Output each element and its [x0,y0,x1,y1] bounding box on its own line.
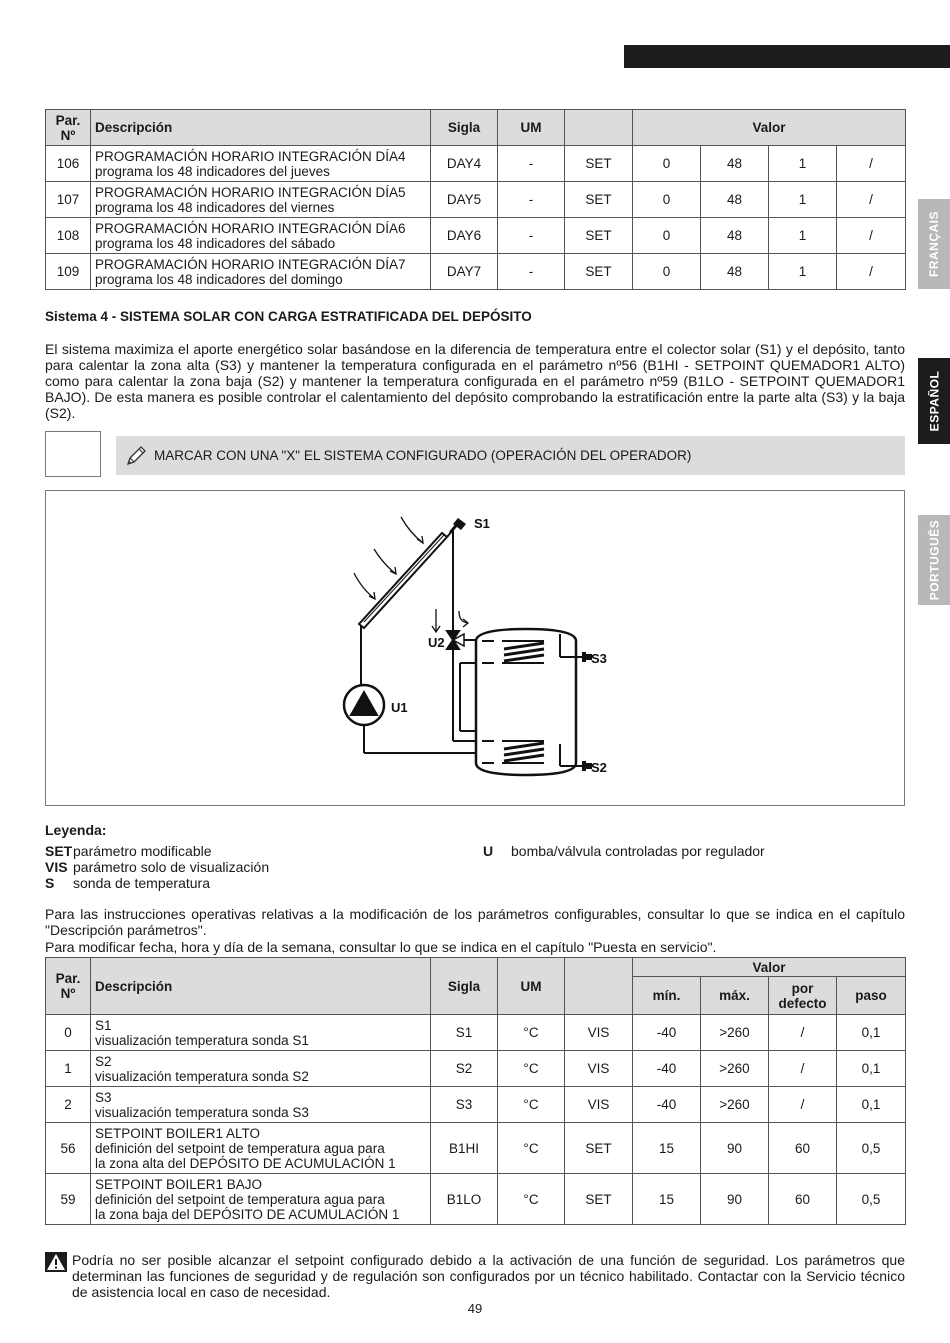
cell-um: - [498,146,565,182]
cell-desc: SETPOINT BOILER1 BAJO definición del setpoint de temperatura agua para la zona baja del DEPÓSITO DE ACUMULACIÓN 1 [91,1174,431,1225]
cell-max: 90 [701,1123,769,1174]
cell-min: -40 [633,1015,701,1051]
cell-par: 2 [46,1087,91,1123]
cell-min: -40 [633,1087,701,1123]
legend-item: VIS parámetro solo de visualización [45,859,270,875]
header-default: por defecto [769,977,837,1015]
cell-type: SET [565,218,633,254]
cell-value: 1 [769,182,837,218]
legend-item: SETparámetro modificable [45,843,212,859]
header-valor: Valor [633,110,906,146]
cell-desc: S1 visualización temperatura sonda S1 [91,1015,431,1051]
cell-sigla: S1 [431,1015,498,1051]
language-tab-fr[interactable]: FRANÇAIS [918,199,950,289]
parameter-table-days [45,109,906,290]
cell-value: 0 [633,182,701,218]
system-description: El sistema maximiza el aporte energético solar basándose en la diferencia de temperatura entre el colector solar (S1) y el depósito, tanto para calentar la zona alta (S3) y mantener la temperatura configurada en el parámetro nº56 (B1HI - SETPOINT QUEMADOR1 ALTO) como para calentar la zona baja (S2) y mantener la temperatura configurada en el parámetro nº59 (B1LO - SETPOINT QUEMADOR1 BAJO). De esta manera es posible controlar el calentamiento del depósito comprobando la estratificación entre la parte alta (S3) y la baja (S2). [45,341,905,421]
language-tab-es[interactable]: ESPAÑOL [918,358,950,444]
parameter-table-setpoints [45,957,906,1225]
header-type [565,110,633,146]
cell-par: 108 [46,218,91,254]
cell-paso: 0,1 [837,1087,906,1123]
cell-paso: 0,5 [837,1174,906,1225]
header-par: Par. Nº [46,110,91,146]
cell-par: 56 [46,1123,91,1174]
table-row [46,182,906,218]
cell-value: 48 [701,254,769,290]
warning-text: Podría no ser posible alcanzar el setpoint configurado debido a la activación de una función de seguridad. Los parámetros que determinan las funciones de seguridad y de regulación son configurados por un técnico habilitado. Contactar con la Servicio técnico de asistencia local en caso de necesidad. [72,1252,905,1300]
cell-max: >260 [701,1051,769,1087]
header-bar [624,45,950,68]
cell-type: VIS [565,1087,633,1123]
header-paso: paso [837,977,906,1015]
cell-min: 15 [633,1123,701,1174]
cell-value: 1 [769,146,837,182]
table-row [46,146,906,182]
cell-paso: 0,5 [837,1123,906,1174]
cell-type: SET [565,1123,633,1174]
label-u1: U1 [391,700,408,715]
header-um: UM [498,958,565,1015]
cell-default: 60 [769,1174,837,1225]
cell-desc: PROGRAMACIÓN HORARIO INTEGRACIÓN DÍA7 programa los 48 indicadores del domingo [91,254,431,290]
cell-desc: S3 visualización temperatura sonda S3 [91,1087,431,1123]
page-number: 49 [467,1301,483,1316]
cell-um: °C [498,1123,565,1174]
cell-value: 0 [633,146,701,182]
cell-sigla: DAY4 [431,146,498,182]
cell-paso: 0,1 [837,1015,906,1051]
cell-default: / [769,1087,837,1123]
cell-um: - [498,254,565,290]
cell-type: VIS [565,1015,633,1051]
cell-par: 109 [46,254,91,290]
header-par: Par. Nº [46,958,91,1015]
cell-value: / [837,254,906,290]
mark-instruction-bar [116,436,905,475]
cell-desc: SETPOINT BOILER1 ALTO definición del setpoint de temperatura agua para la zona alta del DEPÓSITO DE ACUMULACIÓN 1 [91,1123,431,1174]
cell-type: SET [565,1174,633,1225]
legend-title: Leyenda: [45,822,107,838]
cell-value: 48 [701,146,769,182]
label-s2: S2 [591,760,607,775]
cell-par: 1 [46,1051,91,1087]
cell-desc: PROGRAMACIÓN HORARIO INTEGRACIÓN DÍA4 programa los 48 indicadores del jueves [91,146,431,182]
header-min: mín. [633,977,701,1015]
language-tab-pt[interactable]: PORTUGUÊS [918,515,950,605]
cell-value: / [837,146,906,182]
cell-um: - [498,218,565,254]
cell-sigla: B1HI [431,1123,498,1174]
warning-note [45,1252,905,1300]
header-type [565,958,633,1015]
cell-desc: S2 visualización temperatura sonda S2 [91,1051,431,1087]
cell-um: °C [498,1051,565,1087]
cell-type: SET [565,254,633,290]
cell-type: SET [565,182,633,218]
header-sigla: Sigla [431,110,498,146]
label-s1: S1 [474,516,490,531]
section-title: Sistema 4 - SISTEMA SOLAR CON CARGA ESTRATIFICADA DEL DEPÓSITO [45,309,532,324]
cell-desc: PROGRAMACIÓN HORARIO INTEGRACIÓN DÍA6 programa los 48 indicadores del sábado [91,218,431,254]
header-sigla: Sigla [431,958,498,1015]
cell-value: 0 [633,218,701,254]
cell-par: 107 [46,182,91,218]
label-u2: U2 [428,635,445,650]
cell-type: VIS [565,1051,633,1087]
table-row [46,1087,906,1123]
cell-max: 90 [701,1174,769,1225]
table-row [46,1051,906,1087]
cell-par: 59 [46,1174,91,1225]
table-row [46,1015,906,1051]
cell-value: / [837,182,906,218]
mark-instruction-text: MARCAR CON UNA "X" EL SISTEMA CONFIGURADO (OPERACIÓN DEL OPERADOR) [154,448,692,463]
legend-item: U bomba/válvula controladas por regulador [483,843,765,859]
cell-min: -40 [633,1051,701,1087]
table-row [46,218,906,254]
instructions-text-2: Para modificar fecha, hora y día de la semana, consultar lo que se indica en el capítulo "Puesta en servicio". [45,939,717,955]
cell-min: 15 [633,1174,701,1225]
cell-type: SET [565,146,633,182]
header-descripcion: Descripción [91,110,431,146]
cell-sigla: S3 [431,1087,498,1123]
cell-value: 48 [701,182,769,218]
table-row [46,254,906,290]
cell-par: 106 [46,146,91,182]
cell-um: - [498,182,565,218]
cell-value: 48 [701,218,769,254]
table-row [46,1174,906,1225]
warning-icon [45,1252,67,1272]
legend-item: S sonda de temperatura [45,875,210,891]
header-valor: Valor [633,958,906,977]
cell-value: / [837,218,906,254]
header-max: máx. [701,977,769,1015]
cell-max: >260 [701,1015,769,1051]
system-checkbox[interactable] [45,431,101,477]
header-um: UM [498,110,565,146]
cell-desc: PROGRAMACIÓN HORARIO INTEGRACIÓN DÍA5 programa los 48 indicadores del viernes [91,182,431,218]
cell-par: 0 [46,1015,91,1051]
cell-sigla: B1LO [431,1174,498,1225]
cell-value: 0 [633,254,701,290]
label-s3: S3 [591,651,607,666]
header-descripcion: Descripción [91,958,431,1015]
instructions-text: Para las instrucciones operativas relativas a la modificación de los parámetros configurables, consultar lo que se indica en el capítulo "Descripción parámetros". [45,906,905,938]
cell-max: >260 [701,1087,769,1123]
cell-default: 60 [769,1123,837,1174]
cell-sigla: DAY7 [431,254,498,290]
cell-um: °C [498,1015,565,1051]
cell-um: °C [498,1174,565,1225]
cell-default: / [769,1015,837,1051]
cell-default: / [769,1051,837,1087]
hydraulic-schematic [46,491,904,805]
cell-value: 1 [769,218,837,254]
system-diagram [45,490,905,806]
cell-sigla: DAY6 [431,218,498,254]
cell-value: 1 [769,254,837,290]
cell-paso: 0,1 [837,1051,906,1087]
pencil-icon [124,444,148,468]
table-row [46,1123,906,1174]
cell-sigla: DAY5 [431,182,498,218]
cell-um: °C [498,1087,565,1123]
cell-sigla: S2 [431,1051,498,1087]
